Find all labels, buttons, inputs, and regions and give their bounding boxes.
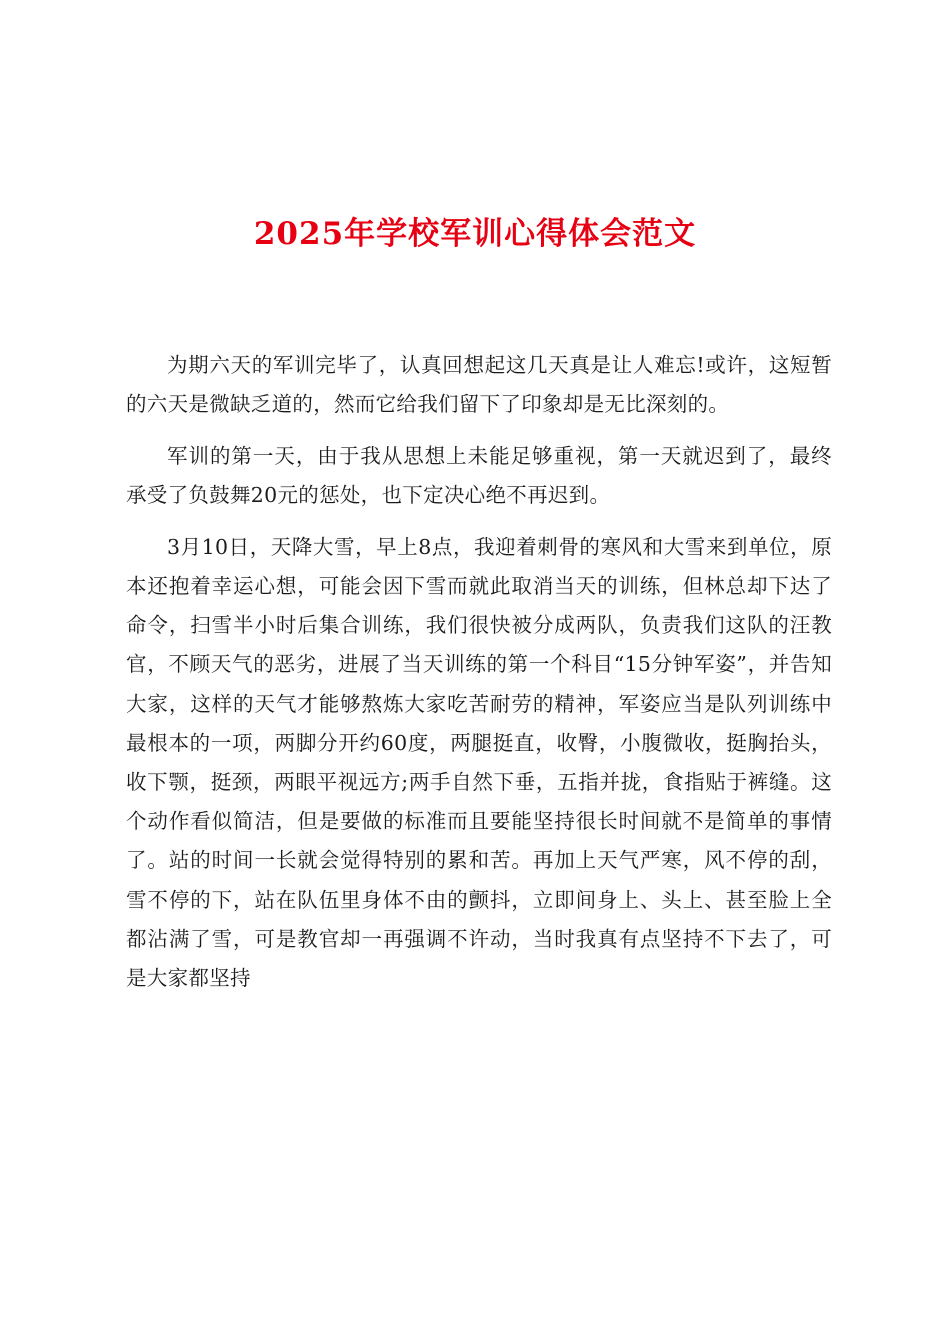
document-title: 2025年学校军训心得体会范文 — [253, 216, 697, 252]
paragraph: 为期六天的军训完毕了，认真回想起这几天真是让人难忘!或许，这短暂的六天是微缺乏道的，然而它给我们留下了印象却是无比深刻的。 — [126, 353, 832, 417]
document-body — [126, 346, 832, 1011]
paragraph: 军训的第一天，由于我从思想上未能足够重视，第一天就迟到了，最终承受了负鼓舞20元的惩处，也下定决心绝不再迟到。 — [126, 443, 832, 508]
paragraph: 3月10日，天降大雪，早上8点，我迎着刺骨的寒风和大雪来到单位，原本还抱着幸运心想，可能会因下雪而就此取消当天的训练，但林总却下达了命令，扫雪半小时后集合训练，我们很快被分成两队，负责我们这队的汪教官，不顾天气的恶劣，进展了当天训练的第一个科目“15分钟军姿”，并告知大家，这样的天气才能够熬炼大家吃苦耐劳的精神，军姿应当是队列训练中最根本的一项，两脚分开约60度，两腿挺直，收臀，小腹微收，挺胸抬头，收下颚，挺颈，两眼平视远方;两手自然下垂，五指并拢，食指贴于裤缝。这个动作看似简洁，但是要做的标准而且要能坚持很长时间就不是简单的事情了。站的时间一长就会觉得特别的累和苦。再加上天气严寒，风不停的刮，雪不停的下，站在队伍里身体不由的颤抖，立即间身上、头上、甚至脸上全都沾满了雪，可是教官却一再强调不许动，当时我真有点坚持不下去了，可是大家都坚持 — [126, 534, 832, 991]
